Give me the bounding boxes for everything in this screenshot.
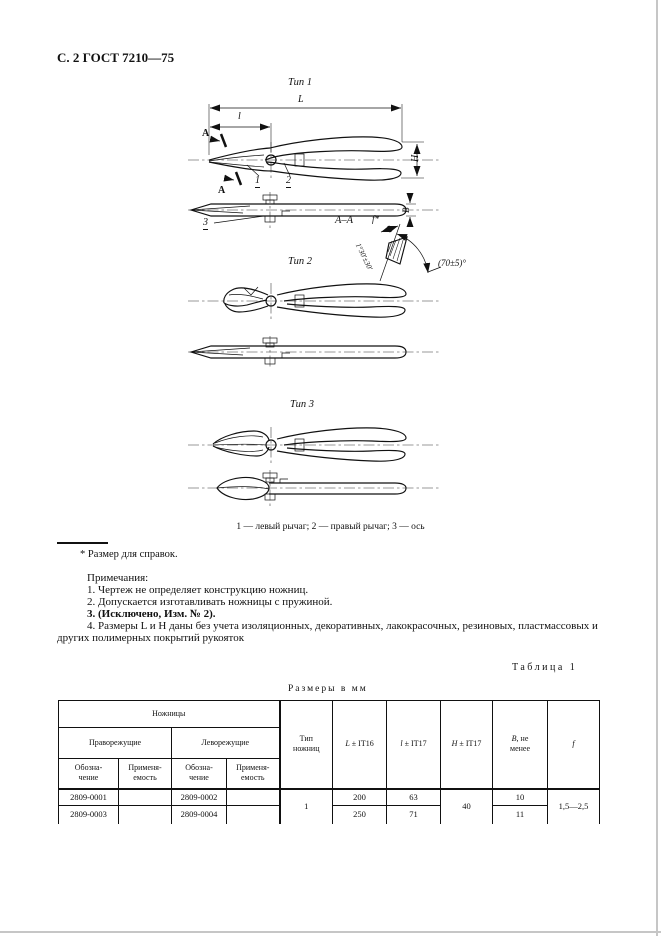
table-caption: Таблица 1 [512, 662, 578, 673]
header-f: f [548, 701, 600, 789]
cell-L: 200 [333, 789, 387, 806]
cell-type: 1 [280, 789, 333, 824]
callout-2-right-lever: 2 [286, 175, 291, 186]
type3-side-view [188, 470, 440, 506]
type1-top-view [188, 104, 440, 185]
figure-caption: 1 — левый рычаг; 2 — правый рычаг; 3 — ось [236, 522, 425, 532]
header-l: l ± IT17 [387, 701, 441, 789]
note-item: 1. Чертеж не определяет конструкцию ножниц. [87, 583, 309, 596]
notes-block [57, 573, 615, 644]
note-item: 2. Допускается изготавливать ножницы с пружиной. [87, 595, 333, 608]
type2-side-view [188, 336, 440, 368]
type2-label: Тип 2 [288, 256, 312, 267]
cell-f: 1,5—2,5 [548, 789, 600, 824]
note-item: 4. Размеры L и H даны без учета изоляционных, декоративных, лакокрасочных, резиновых, пластмассовых и других полимерных покрытий рукояток [57, 619, 598, 644]
type1-label: Тип 1 [288, 77, 312, 88]
dim-f-label: f* [372, 214, 380, 224]
note-item: 3. (Исключено, Изм. № 2). [87, 607, 216, 620]
header-left-cutting: Леворежущие [172, 728, 280, 759]
header-applicability: Применя- емость [119, 759, 172, 789]
header-type: Тип ножниц [280, 701, 333, 789]
dim-B-label: B [401, 207, 411, 213]
cell-left-designation: 2809-0002 [172, 789, 227, 806]
cell-left-applicability [227, 806, 280, 824]
cell-B: 11 [493, 806, 548, 824]
header-H: H ± IT17 [441, 701, 493, 789]
dim-L-label: L [298, 94, 304, 105]
cell-right-applicability [119, 789, 172, 806]
header-L: L ± IT16 [333, 701, 387, 789]
dim-l-label: l [238, 111, 241, 122]
cell-left-applicability [227, 789, 280, 806]
header-applicability: Применя- емость [227, 759, 280, 789]
type3-top-view [188, 427, 440, 463]
section-cut-letter-top: А [202, 128, 210, 139]
header-group-shears: Ножницы [59, 701, 280, 728]
scan-edge-right [656, 0, 658, 936]
table-units: Размеры в мм [288, 684, 368, 694]
cell-l: 63 [387, 789, 441, 806]
cell-right-designation: 2809-0003 [59, 806, 119, 824]
section-a-a-detail [380, 224, 441, 281]
header-right-cutting: Праворежущие [59, 728, 172, 759]
cell-right-designation: 2809-0001 [59, 789, 119, 806]
header-B: B, не менее [493, 701, 548, 789]
cell-left-designation: 2809-0004 [172, 806, 227, 824]
callout-3-axis: 3 [203, 217, 208, 228]
section-cut-letter-bottom: А [218, 185, 226, 196]
cell-L: 250 [333, 806, 387, 824]
footnote-rule [57, 542, 108, 544]
type3-label: Тип 3 [290, 399, 314, 410]
header-designation: Обозна- чение [172, 759, 227, 789]
dimensions-table [58, 700, 600, 824]
sharpening-angle-label: (70±5)° [438, 258, 467, 268]
cell-B: 10 [493, 789, 548, 806]
callout-1-left-lever: 1 [255, 175, 260, 186]
section-view-label: А–А [335, 215, 354, 226]
footnote: * Размер для справок. [80, 549, 178, 560]
page-header: С. 2 ГОСТ 7210—75 [57, 50, 175, 65]
dim-H-label: H [410, 154, 421, 162]
edge-angle-label: 1°30′±30′ [353, 241, 375, 272]
cell-H: 40 [441, 789, 493, 824]
type2-top-view [188, 283, 440, 319]
header-designation: Обозна- чение [59, 759, 119, 789]
table-row [59, 789, 600, 806]
cell-right-applicability [119, 806, 172, 824]
notes-title: Примечания: [87, 572, 149, 584]
scan-edge-bottom [0, 931, 661, 933]
cell-l: 71 [387, 806, 441, 824]
